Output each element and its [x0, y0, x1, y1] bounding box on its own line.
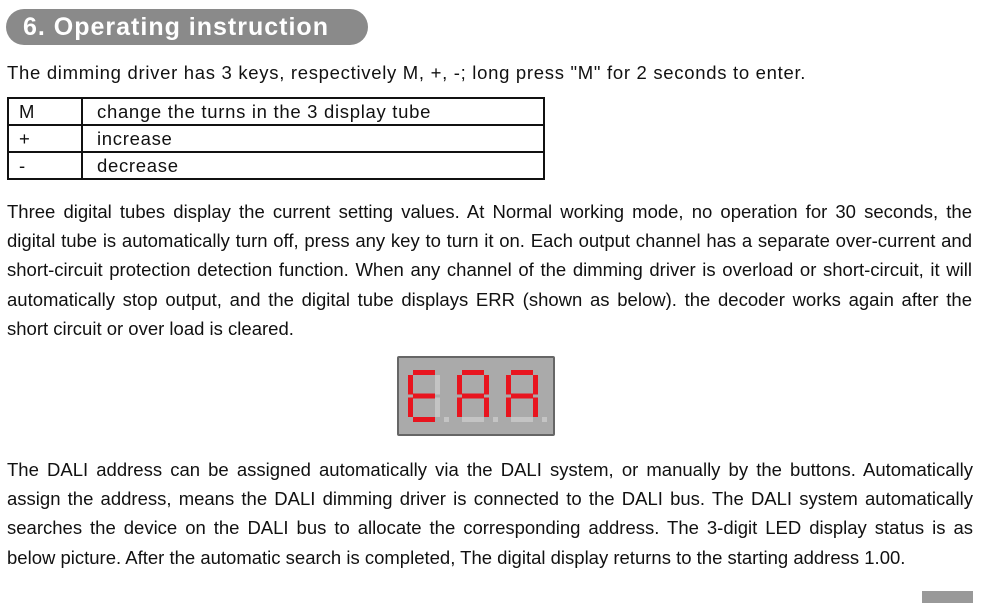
key-cell: - [8, 152, 82, 179]
segment-f [457, 375, 462, 395]
key-description-cell: decrease [82, 152, 544, 179]
protection-paragraph: Three digital tubes display the current setting values. At Normal working mode, no operation for 30 seconds, the digital tube is automatically turn off, press any key to turn it on. Each output channel has a separate over-current and short-circuit protection detection function. When any channel of the dimming driver is overload or short-circuit, it will automatically stop output, and the digital tube displays ERR (shown as below). the decoder works again after the short circuit or over load is cleared. [7, 201, 972, 339]
err-display-graphic [399, 358, 553, 434]
seven-segment-display [397, 356, 555, 436]
segment-g [462, 394, 484, 399]
segment-e [457, 398, 462, 418]
segment-f [408, 375, 413, 395]
decimal-point [444, 417, 449, 422]
dali-address-paragraph: The DALI address can be assigned automatically via the DALI system, or manually by the buttons. Automatically assign the address, means the DALI dimming driver is connected to the DALI bus. The DALI system automatically searches the device on the DALI bus to allocate the corresponding address. The 3-digit LED display status is as below picture. After the automatic search is completed, The digital display returns to the starting address 1.00. [7, 459, 973, 568]
segment-b [435, 375, 440, 395]
segment-c [484, 398, 489, 418]
segment-f [506, 375, 511, 395]
segment-g [511, 394, 533, 399]
key-cell: M [8, 98, 82, 125]
segment-c [533, 398, 538, 418]
segment-d [462, 417, 484, 422]
segment-b [533, 375, 538, 395]
segment-b [484, 375, 489, 395]
segment-a [413, 370, 435, 375]
key-cell: + [8, 125, 82, 152]
segment-e [506, 398, 511, 418]
key-description-cell: change the turns in the 3 display tube [82, 98, 544, 125]
table-row [8, 98, 544, 125]
decimal-point [493, 417, 498, 422]
table-row [8, 125, 544, 152]
section-title: 6. Operating instruction [6, 9, 368, 45]
segment-c [435, 398, 440, 418]
table-row [8, 152, 544, 179]
segment-d [413, 417, 435, 422]
intro-text: The dimming driver has 3 keys, respectively M, +, -; long press "M" for 2 seconds to enter. [7, 62, 807, 83]
keys-table [7, 97, 545, 180]
segment-d [511, 417, 533, 422]
segment-a [462, 370, 484, 375]
decimal-point [542, 417, 547, 422]
page-marker [922, 591, 973, 603]
segment-g [413, 394, 435, 399]
segment-e [408, 398, 413, 418]
segment-a [511, 370, 533, 375]
key-description-cell: increase [82, 125, 544, 152]
